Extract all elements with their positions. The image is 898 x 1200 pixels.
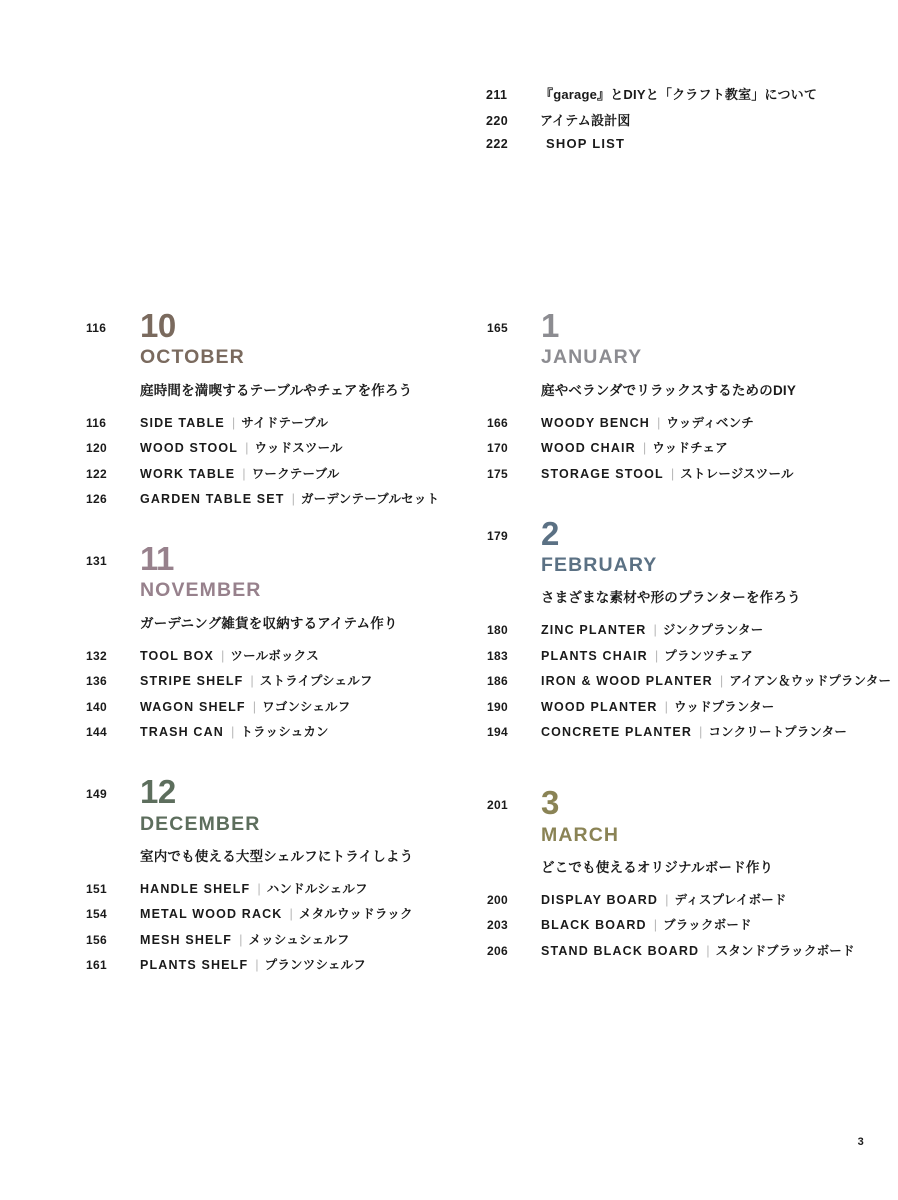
toc-item-separator: |: [239, 931, 243, 947]
intro-entry-page: 211: [486, 88, 508, 102]
toc-item[interactable]: [86, 722, 486, 740]
toc-item-page: 183: [487, 648, 508, 663]
toc-item-body: [128, 904, 413, 922]
toc-item-body: [128, 697, 350, 715]
toc-item[interactable]: [86, 464, 486, 482]
toc-item-body: [128, 438, 343, 456]
month-heading-group: [529, 514, 801, 607]
toc-item-body: [529, 646, 753, 664]
toc-item-title-en: WOOD STOOL: [140, 441, 239, 456]
month-section: [487, 784, 887, 959]
intro-entry[interactable]: [486, 136, 886, 151]
toc-item-separator: |: [670, 465, 675, 481]
month-heading-group: [128, 540, 398, 632]
toc-item-title-ja: ストライプシェルフ: [259, 674, 373, 689]
toc-item[interactable]: [487, 890, 887, 908]
toc-item-body: [529, 464, 794, 482]
toc-item-title-ja: ウッドスツール: [254, 441, 343, 456]
month-description: 室内でも使える大型シェルフにトライしよう: [140, 848, 414, 864]
toc-item-body: [128, 671, 373, 689]
toc-item-page: 200: [487, 892, 508, 907]
month-section: [86, 307, 486, 507]
month-heading-group: [128, 307, 413, 399]
toc-item-title-ja: トラッシュカン: [240, 725, 329, 740]
toc-item-title-ja: ワークテーブル: [251, 466, 340, 481]
toc-item-page: 206: [487, 943, 508, 958]
month-start-page: 165: [487, 321, 508, 335]
toc-item-title-ja: ツールボックス: [230, 648, 319, 663]
toc-item-page: 203: [487, 918, 508, 933]
intro-entry-page: 220: [486, 114, 509, 128]
toc-item[interactable]: [86, 930, 486, 948]
toc-item-title-en: STRIPE SHELF: [140, 674, 244, 689]
toc-item-title-en: WOOD PLANTER: [541, 699, 658, 714]
left-column: [86, 307, 486, 1009]
toc-item-body: [128, 955, 366, 973]
toc-item-body: [529, 697, 774, 715]
toc-item-body: [529, 722, 847, 740]
toc-item-title-ja: コンクリートプランター: [708, 725, 848, 740]
month-number: 11: [140, 540, 174, 578]
toc-item[interactable]: [487, 671, 892, 689]
intro-entries: [486, 84, 886, 158]
month-header[interactable]: [487, 514, 887, 607]
toc-item-page: 120: [86, 441, 107, 456]
page-folio: 3: [857, 1136, 864, 1148]
month-description: ガーデニング雑貨を収納するアイテム作り: [140, 615, 398, 631]
toc-item-title-ja: メタルウッドラック: [298, 907, 413, 922]
month-header[interactable]: [86, 773, 486, 865]
toc-item-title-en: TRASH CAN: [140, 725, 224, 740]
toc-item[interactable]: [487, 464, 887, 482]
month-header[interactable]: [487, 784, 887, 876]
month-header[interactable]: [86, 540, 486, 632]
toc-item-separator: |: [654, 647, 659, 663]
toc-item-title-en: DISPLAY BOARD: [541, 892, 659, 907]
toc-item-page: 194: [487, 725, 508, 740]
toc-item-page: 126: [86, 492, 107, 507]
intro-entry[interactable]: [486, 84, 886, 103]
toc-item-title-en: GARDEN TABLE SET: [140, 492, 285, 507]
toc-item-separator: |: [665, 891, 669, 907]
toc-item[interactable]: [487, 438, 887, 456]
toc-item-separator: |: [653, 622, 657, 638]
toc-item-body: [529, 438, 728, 456]
toc-item-body: [529, 890, 787, 908]
month-header[interactable]: [86, 307, 486, 399]
toc-item[interactable]: [86, 879, 486, 897]
toc-item-separator: |: [252, 698, 257, 714]
toc-item-page: 186: [487, 674, 508, 689]
toc-item-title-ja: ウッドチェア: [652, 441, 728, 456]
month-start-page: 116: [86, 321, 107, 335]
month-section: [86, 540, 486, 740]
intro-entry-title: 『garage』とDIYと「クラフト教室」について: [540, 87, 818, 102]
toc-item-separator: |: [255, 957, 259, 973]
toc-item[interactable]: [86, 955, 486, 973]
toc-item-title-en: HANDLE SHELF: [140, 881, 251, 896]
month-start-page: 131: [86, 554, 107, 569]
toc-item-page: 190: [487, 699, 508, 714]
month-columns: [0, 307, 898, 1009]
toc-item-title-en: SIDE TABLE: [140, 415, 225, 430]
toc-item-separator: |: [245, 440, 249, 456]
toc-item[interactable]: [86, 413, 486, 431]
month-description: さまざまな素材や形のプランターを作ろう: [541, 590, 801, 606]
month-name: MARCH: [541, 823, 620, 846]
toc-item-body: [529, 413, 754, 431]
toc-item-title-ja: ウッディベンチ: [666, 415, 754, 430]
toc-item-page: 175: [487, 466, 508, 481]
month-item-list: [487, 890, 887, 959]
month-description: 庭時間を満喫するテーブルやチェアを作ろう: [140, 382, 413, 398]
toc-item-body: [128, 646, 319, 664]
month-number: 3: [541, 784, 559, 822]
toc-item[interactable]: [487, 941, 887, 959]
month-heading-group: [128, 773, 414, 865]
month-item-list: [86, 646, 486, 741]
toc-item-title-en: WAGON SHELF: [140, 699, 246, 714]
toc-item-page: 136: [86, 674, 107, 689]
toc-item-page: 180: [487, 623, 508, 638]
toc-item[interactable]: [487, 915, 887, 933]
toc-item-page: 132: [86, 648, 107, 663]
toc-item-title-en: PLANTS SHELF: [140, 958, 249, 973]
toc-item[interactable]: [86, 697, 486, 715]
toc-item-title-ja: ブラックボード: [663, 918, 752, 933]
month-number: 2: [541, 514, 559, 552]
month-description: 庭やベランダでリラックスするためのDIY: [541, 382, 797, 398]
toc-item-separator: |: [719, 673, 724, 689]
toc-item-title-ja: ディスプレイボード: [674, 892, 787, 907]
month-description: どこでも使えるオリジナルボード作り: [541, 859, 774, 875]
toc-item-separator: |: [289, 906, 293, 922]
toc-item-title-en: WOOD CHAIR: [541, 441, 636, 456]
toc-item-separator: |: [257, 880, 261, 896]
toc-item-title-ja: アイアン＆ウッドプランター: [729, 674, 892, 689]
toc-item-title-ja: プランツチェア: [664, 648, 753, 663]
toc-item-title-ja: メッシュシェルフ: [248, 932, 350, 947]
toc-item-title-en: ZINC PLANTER: [541, 623, 647, 638]
right-column: [487, 307, 892, 1009]
toc-item[interactable]: [86, 438, 486, 456]
month-name: OCTOBER: [140, 346, 245, 369]
month-item-list: [487, 620, 892, 740]
toc-item-separator: |: [642, 440, 647, 456]
intro-entry-title: SHOP LIST: [546, 136, 626, 151]
toc-item-title-en: STORAGE STOOL: [541, 466, 664, 481]
toc-item-page: 154: [86, 907, 107, 922]
month-item-list: [86, 879, 486, 974]
toc-item-title-ja: スタンドブラックボード: [715, 943, 855, 958]
toc-item-body: [529, 620, 763, 638]
toc-item-title-ja: プランツシェルフ: [264, 958, 366, 973]
month-name: DECEMBER: [140, 812, 261, 835]
month-heading-group: [529, 784, 774, 876]
toc-item-separator: |: [653, 917, 658, 933]
toc-item-separator: |: [699, 724, 703, 740]
toc-item[interactable]: [86, 489, 486, 507]
month-number: 10: [140, 307, 176, 344]
toc-item-separator: |: [250, 673, 254, 689]
month-section: [487, 307, 887, 482]
toc-item-title-en: TOOL BOX: [140, 648, 215, 663]
toc-item-body: [529, 915, 752, 933]
toc-item-separator: |: [242, 465, 246, 481]
toc-item-page: 140: [86, 699, 107, 714]
month-number: 1: [541, 307, 559, 344]
toc-item-title-en: BLACK BOARD: [541, 918, 647, 933]
month-start-page: 201: [487, 798, 508, 813]
toc-item[interactable]: [487, 413, 887, 431]
toc-item-title-en: CONCRETE PLANTER: [541, 725, 693, 740]
toc-item-page: 144: [86, 725, 107, 740]
month-item-list: [487, 413, 887, 482]
toc-item-title-en: STAND BLACK BOARD: [541, 943, 700, 958]
toc-item-body: [529, 941, 855, 959]
toc-item-body: [128, 879, 368, 897]
month-header[interactable]: [487, 307, 887, 399]
toc-item-title-ja: ジンクプランター: [662, 623, 764, 638]
month-name: JANUARY: [541, 346, 643, 369]
toc-item-page: 156: [86, 932, 107, 947]
toc-item-title-en: PLANTS CHAIR: [541, 648, 648, 663]
toc-item-separator: |: [230, 724, 235, 740]
month-number: 12: [140, 773, 176, 811]
toc-item-page: 170: [487, 441, 508, 456]
intro-entry-page: 222: [486, 137, 509, 151]
toc-item-body: [128, 413, 328, 431]
toc-item-body: [128, 722, 329, 740]
toc-item[interactable]: [86, 671, 486, 689]
toc-item-page: 161: [86, 958, 107, 973]
toc-item-separator: |: [656, 414, 661, 430]
toc-item-page: 122: [86, 466, 107, 481]
toc-item[interactable]: [487, 620, 887, 638]
toc-item-separator: |: [231, 414, 236, 430]
toc-item[interactable]: [487, 697, 887, 715]
toc-item-title-ja: ストレージスツール: [680, 466, 794, 481]
toc-item-title-ja: ワゴンシェルフ: [262, 699, 351, 714]
toc-item-body: [128, 464, 339, 482]
month-section: [86, 773, 486, 973]
toc-item-title-en: WORK TABLE: [140, 466, 236, 481]
toc-item-body: [128, 930, 350, 948]
toc-item-title-ja: ハンドルシェルフ: [266, 881, 368, 896]
month-name: NOVEMBER: [140, 579, 262, 602]
month-start-page: 149: [86, 787, 107, 802]
month-start-page: 179: [487, 528, 508, 543]
toc-item-body: [529, 671, 891, 689]
toc-item[interactable]: [86, 904, 486, 922]
toc-item-page: 166: [487, 415, 508, 430]
toc-item-separator: |: [221, 647, 225, 663]
toc-item-title-en: IRON & WOOD PLANTER: [541, 674, 713, 689]
toc-item-separator: |: [664, 698, 668, 714]
toc-item-page: 151: [86, 881, 107, 896]
month-heading-group: [529, 307, 797, 399]
toc-item-title-ja: サイドテーブル: [241, 415, 329, 430]
month-item-list: [86, 413, 486, 508]
toc-item-title-en: METAL WOOD RACK: [140, 907, 283, 922]
toc-item[interactable]: [487, 646, 887, 664]
month-name: FEBRUARY: [541, 553, 658, 576]
toc-item-title-ja: ガーデンテーブルセット: [300, 492, 440, 507]
toc-item-body: [128, 489, 439, 507]
intro-entry[interactable]: [486, 110, 886, 129]
toc-item-title-en: MESH SHELF: [140, 932, 233, 947]
toc-item[interactable]: [86, 646, 486, 664]
toc-item-separator: |: [706, 942, 710, 958]
toc-item-title-ja: ウッドプランター: [673, 699, 775, 714]
month-section: [487, 514, 892, 741]
toc-item-separator: |: [291, 491, 295, 507]
toc-item[interactable]: [487, 722, 887, 740]
toc-item-page: 116: [86, 415, 107, 430]
intro-entry-title: アイテム設計図: [540, 113, 631, 128]
toc-item-title-en: WOODY BENCH: [541, 415, 650, 430]
